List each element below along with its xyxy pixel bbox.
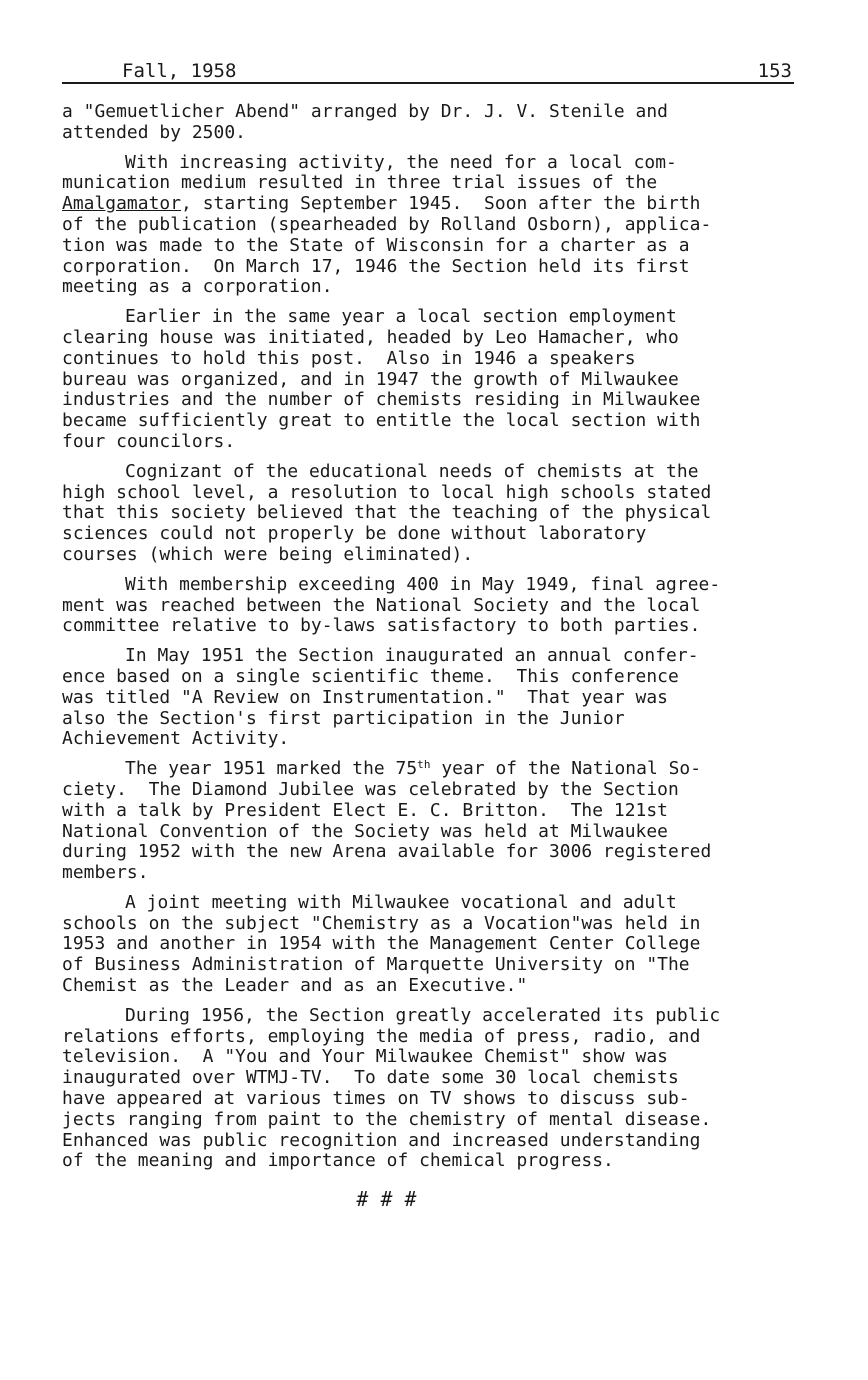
text-line: courses (which were being eliminated). [62, 543, 474, 565]
text-line: during 1952 with the new Arena available for 3006 registered [62, 841, 712, 863]
text-line [62, 194, 822, 215]
text-line: 1953 and another in 1954 with the Management Center College [62, 933, 701, 955]
text-line: high school level, a resolution to local high schools stated [62, 481, 712, 503]
text-segment: The year 1951 marked the 75 [125, 758, 418, 780]
paragraph-9 [62, 1006, 822, 1172]
text-line: Earlier in the same year a local section employment [125, 306, 677, 328]
text-line: sciences could not properly be done without laboratory [62, 523, 647, 545]
text-line: attended by 2500. [62, 121, 246, 143]
text-line: National Convention of the Society was held at Milwaukee [62, 820, 668, 842]
paragraph-3 [62, 307, 822, 453]
text-line: four councilors. [62, 430, 236, 452]
text-line: ciety. The Diamond Jubilee was celebrated by the Section [62, 778, 679, 800]
text-line: tion was made to the State of Wisconsin for a charter as a [62, 234, 690, 256]
text-line: A joint meeting with Milwaukee vocational and adult [125, 891, 677, 913]
text-line: was titled "A Review on Instrumentation." That year was [62, 686, 668, 708]
text-line: inaugurated over WTMJ-TV. To date some 30 local chemists [62, 1067, 679, 1089]
paragraph-5 [62, 575, 822, 637]
paragraph-1 [62, 102, 822, 144]
text-line: Chemist as the Leader and as an Executive." [62, 975, 528, 997]
paragraph-2 [62, 153, 822, 299]
text-line: of the meaning and importance of chemical progress. [62, 1150, 614, 1172]
text-line: corporation. On March 17, 1946 the Section held its first [62, 255, 690, 277]
ordinal-suffix: th [417, 758, 431, 772]
text-line: that this society believed that the teaching of the physical [62, 502, 712, 524]
paragraph-6 [62, 646, 822, 750]
text-line: industries and the number of chemists residing in Milwaukee [62, 389, 701, 411]
text-line: With membership exceeding 400 in May 1949, final agree- [125, 573, 721, 595]
text-line: ment was reached between the National Society and the local [62, 594, 701, 616]
text-line: munication medium resulted in three trial issues of the [62, 172, 658, 194]
text-line: In May 1951 the Section inaugurated an annual confer- [125, 645, 699, 667]
text-line: committee relative to by-laws satisfactory to both parties. [62, 615, 701, 637]
text-line: a "Gemuetlicher Abend" arranged by Dr. J. V. Stenile and [62, 101, 668, 122]
text-line: Achievement Activity. [62, 728, 290, 750]
text-line: members. [62, 862, 149, 884]
paragraph-8 [62, 893, 822, 997]
text-line: ence based on a single scientific theme. This conference [62, 665, 679, 687]
paragraph-7 [62, 759, 822, 884]
publication-title: Amalgamator [62, 193, 182, 215]
text-line: of Business Administration of Marquette University on "The [62, 954, 690, 976]
text-line: schools on the subject "Chemistry as a Vocation"was held in [62, 912, 701, 934]
text-line: television. A "You and Your Milwaukee Chemist" show was [62, 1046, 668, 1068]
text-line: continues to hold this post. Also in 1946 a speakers [62, 347, 636, 369]
page-number: 153 [757, 60, 792, 82]
text-line: with a talk by President Elect E. C. Britton. The 121st [62, 799, 668, 821]
text-line: have appeared at various times on TV shows to discuss sub- [62, 1088, 690, 1110]
text-line: also the Section's first participation in the Junior [62, 707, 625, 729]
end-of-article-mark: # # # [356, 1187, 417, 1211]
text-segment: year of the National So- [430, 758, 702, 780]
page-header [62, 58, 794, 84]
text-line: jects ranging from paint to the chemistry of mental disease. [62, 1108, 712, 1130]
text-line: relations efforts, employing the media of press, radio, and [62, 1025, 701, 1047]
issue-date: Fall, 1958 [122, 60, 237, 82]
text-line: bureau was organized, and in 1947 the growth of Milwaukee [62, 368, 679, 390]
text-segment: , starting September 1945. Soon after the birth [181, 193, 701, 215]
text-line [62, 759, 822, 780]
text-line: Enhanced was public recognition and increased understanding [62, 1129, 701, 1151]
paragraph-4 [62, 462, 822, 566]
text-line: During 1956, the Section greatly accelerated its public [125, 1004, 721, 1026]
text-line: meeting as a corporation. [62, 276, 333, 298]
text-line: With increasing activity, the need for a local com- [125, 151, 677, 173]
text-line: of the publication (spearheaded by Rolland Osborn), applica- [62, 213, 712, 235]
article-body [62, 102, 822, 1172]
text-line: Cognizant of the educational needs of chemists at the [125, 460, 699, 482]
text-line: became sufficiently great to entitle the local section with [62, 410, 701, 432]
text-line: clearing house was initiated, headed by Leo Hamacher, who [62, 326, 679, 348]
